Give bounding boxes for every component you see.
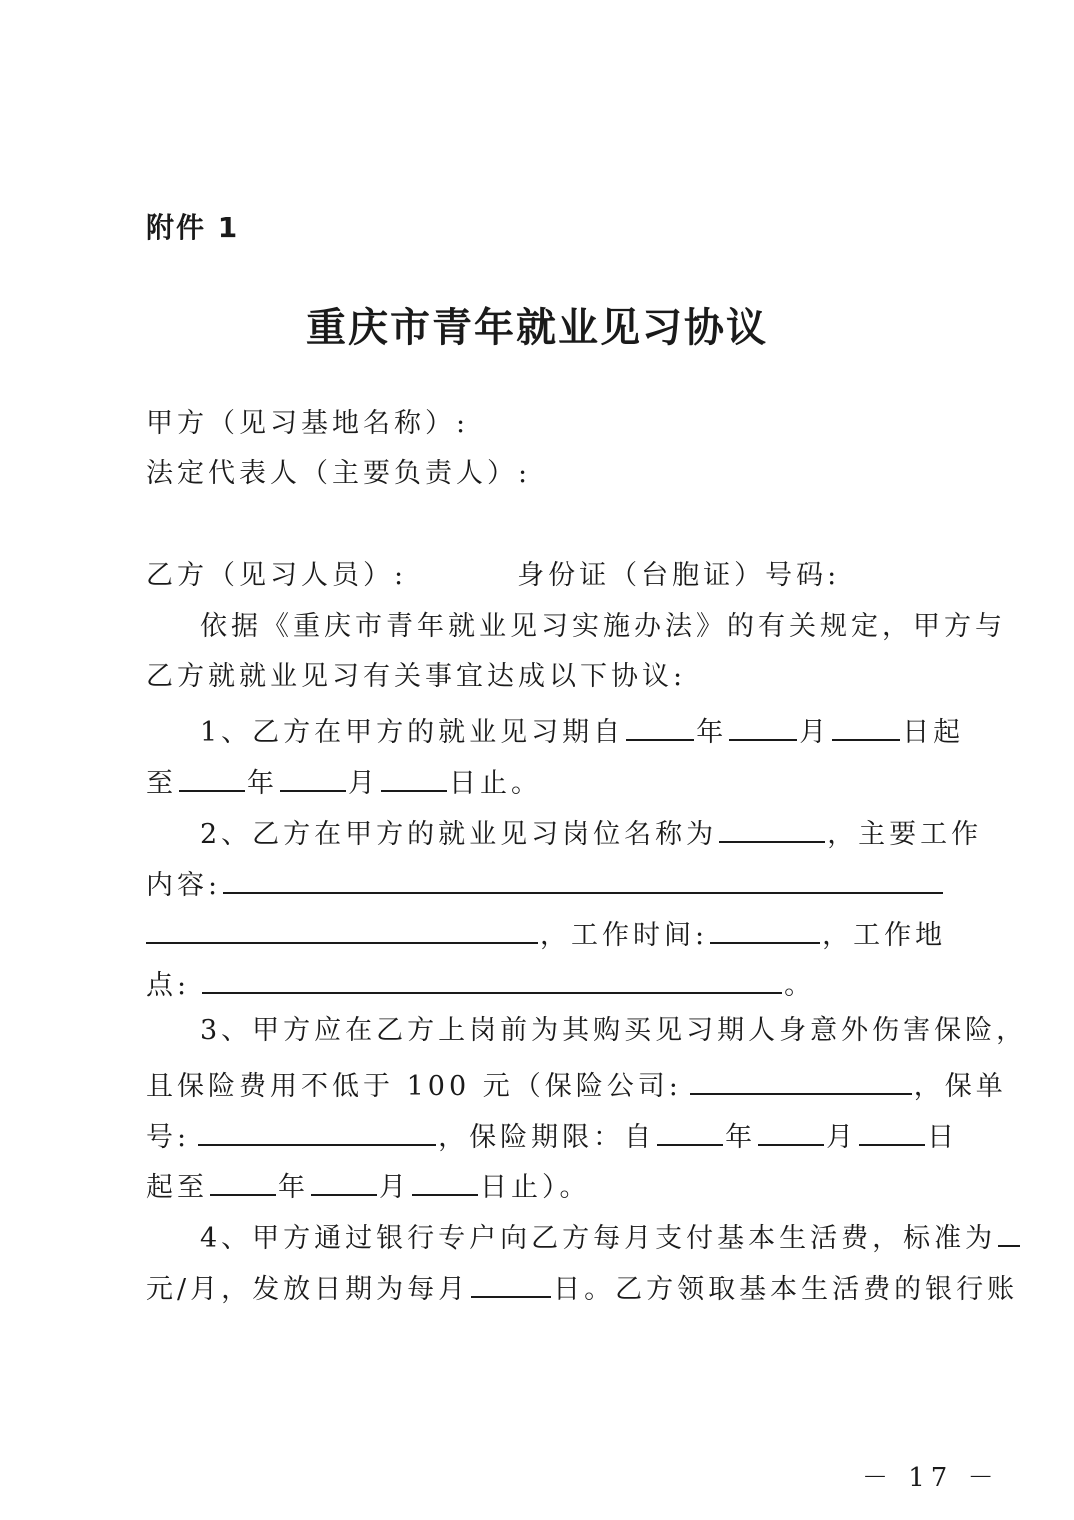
policy-number-blank — [198, 1118, 436, 1146]
work-place-blank — [202, 966, 782, 994]
clause-1-line-1: 1、乙方在甲方的就业见习期自 年 月 日起 — [200, 713, 944, 746]
attachment-label: 附件 1 — [146, 211, 240, 244]
start-year-blank — [626, 713, 694, 741]
party-a-line — [146, 410, 944, 437]
position-name-blank — [719, 815, 825, 843]
legal-rep-label: 法定代表人（主要负责人）: — [146, 458, 532, 489]
start-month-blank — [729, 713, 797, 741]
ins-start-month-blank — [758, 1118, 824, 1146]
intro-line-2: 乙方就就业见习有关事宜达成以下协议: — [146, 661, 687, 692]
end-day-blank — [381, 764, 447, 792]
pay-day-blank — [471, 1270, 551, 1298]
clause-1-line-2: 至 年 月 日止。 — [146, 764, 944, 797]
clause-3-line-1: 3、甲方应在乙方上岗前为其购买见习期人身意外伤害保险， — [200, 1015, 1028, 1046]
ins-end-day-blank — [412, 1168, 478, 1196]
work-content-blank — [223, 866, 943, 894]
page-number: － 17 － — [862, 1463, 1000, 1493]
clause-2-line-3: ，工作时间: ，工作地 — [146, 916, 944, 949]
clause-4-line-2: 元/月，发放日期为每月 日。乙方领取基本生活费的银行账 — [146, 1270, 944, 1303]
clause-3-line-4: 起至 年 月 日止）。 — [146, 1168, 944, 1201]
legal-rep-line — [146, 460, 944, 487]
intro-line-1: 依据《重庆市青年就业见习实施办法》的有关规定，甲方与 — [200, 611, 1006, 642]
party-a-label: 甲方（见习基地名称）: — [146, 408, 470, 439]
clause-2-line-4: 点: 。 — [146, 966, 944, 999]
work-time-blank — [710, 916, 820, 944]
ins-start-day-blank — [859, 1118, 925, 1146]
party-b-label: 乙方（见习人员）: — [146, 560, 408, 591]
ins-start-year-blank — [657, 1118, 723, 1146]
end-year-blank — [179, 764, 245, 792]
ins-end-month-blank — [311, 1168, 377, 1196]
clause-4-line-1: 4、甲方通过银行专户向乙方每月支付基本生活费，标准为 — [200, 1219, 944, 1252]
clause-3-line-2: 且保险费用不低于 100 元（保险公司: ，保单 — [146, 1067, 944, 1100]
clause-2-line-1: 2、乙方在甲方的就业见习岗位名称为 ，主要工作 — [200, 815, 944, 848]
party-b-line — [146, 562, 944, 589]
allowance-amount-blank — [998, 1219, 1020, 1247]
id-number-label: 身份证（台胞证）号码: — [517, 560, 841, 591]
ins-end-year-blank — [210, 1168, 276, 1196]
insurance-company-blank — [690, 1067, 912, 1095]
work-content-blank-cont — [146, 916, 538, 944]
end-month-blank — [280, 764, 346, 792]
clause-2-line-2: 内容: — [146, 866, 944, 899]
clause-3-line-3: 号: ，保险期限：自 年 月 日 — [146, 1118, 944, 1151]
start-day-blank — [832, 713, 900, 741]
document-title: 重庆市青年就业见习协议 — [306, 304, 768, 351]
